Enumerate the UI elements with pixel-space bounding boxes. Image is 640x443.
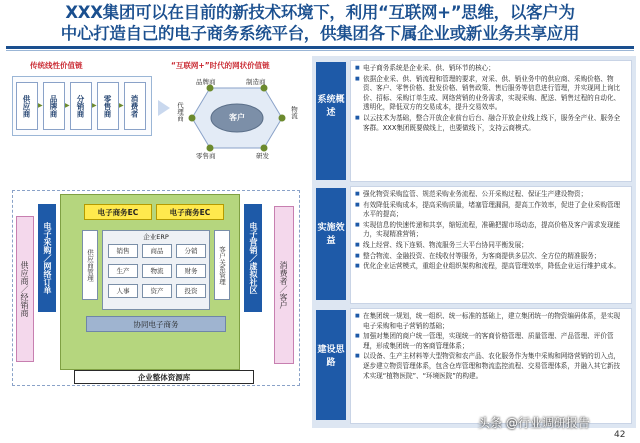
title-divider — [6, 46, 634, 49]
crm-box: 客户关系管理 — [214, 230, 230, 300]
erp-cell: 资产 — [142, 284, 172, 298]
architecture-diagram — [8, 186, 304, 396]
erp-cell: 分销 — [176, 244, 206, 258]
section-label-approach: 建设思路 — [316, 310, 346, 420]
list-item: ■ 整合物流、金融投资、在线收付等服务，为客商提供多层次、全方位的精准服务； — [355, 252, 626, 262]
erp-cell: 销售 — [108, 244, 138, 258]
erp-cell: 财务 — [176, 264, 206, 278]
traditional-chain-label: 传统线性价值链 — [30, 61, 83, 70]
title-divider-thin — [6, 50, 634, 51]
collab-ecommerce-label: 协同电子商务 — [133, 320, 179, 329]
list-item: ■ 加强对集团的商户统一管理，实现统一的客商价格管理、质量管理、产品管理、评价管理，形成集团统一的客商管理体系； — [355, 332, 626, 351]
list-item: ■ 强化物资采购监管、规范采购业务流程、公开采购过程、保证生产建设物资； — [355, 190, 626, 200]
traditional-chain-node: 供应商 — [16, 82, 38, 130]
page-number: 42 — [614, 430, 626, 440]
chain-arrow-icon: ▶ — [92, 102, 97, 109]
network-node-manufacturer: 制造商 — [246, 78, 266, 86]
traditional-chain-node: 零售商 — [97, 82, 119, 130]
network-node-rnd: 研发 — [256, 152, 269, 160]
ec-left-label: 电子商务EC — [97, 208, 139, 217]
right-outer-customers: 消费者／客户 — [274, 206, 294, 364]
ec-right-label: 电子商务EC — [169, 208, 211, 217]
watermark: 头条 @行业调研报告 — [478, 416, 590, 430]
erp-cell: 商品 — [142, 244, 172, 258]
network-node-retailer: 零售商 — [196, 152, 216, 160]
title-line-1: XXX集团可以在目前的新技术环境下，利用“互联网+”思维，以客户为 — [65, 3, 575, 22]
network-node-agent: 代理商 — [176, 102, 184, 122]
erp-cell: 投资 — [176, 284, 206, 298]
list-item: ■ 优化企业运营模式，重组企业组织架构和流程，提高管理效率，降低企业运行维护成本。 — [355, 262, 626, 272]
approach-bullets — [355, 312, 626, 381]
chain-arrow-icon: ▶ — [38, 102, 43, 109]
title-line-2: 中心打造自己的电子商务系统平台，供集团各下属企业或新业务共享应用 — [60, 24, 580, 43]
chain-arrow-icon: ▶ — [119, 102, 124, 109]
benefits-bullets — [355, 190, 626, 272]
network-dot — [189, 115, 196, 122]
section-panel-overview — [350, 60, 632, 182]
erp-cell: 物流 — [142, 264, 172, 278]
value-chain-area — [8, 56, 304, 166]
erp-cell: 生产 — [108, 264, 138, 278]
customer-center-label: 客户 — [229, 113, 245, 122]
resource-base-label: 企业整体资源库 — [137, 373, 191, 382]
network-chain-label: “互联网+”时代的网状价值链 — [171, 61, 270, 70]
section-label-benefits: 实施效益 — [316, 188, 346, 300]
left-inner-e-procurement: 电子采购／网络订单 — [38, 204, 56, 312]
erp-title: 企业ERP — [143, 233, 169, 241]
traditional-chain-node: 品牌商 — [43, 82, 65, 130]
network-dot — [279, 115, 286, 122]
chain-arrow-icon: ▶ — [65, 102, 70, 109]
network-node-logistics: 物流 — [290, 106, 298, 119]
supplier-management: 供应商管理 — [82, 230, 98, 300]
list-item: ■ 线上经营、线下连锁、物流服务三大平台协同平衡发展； — [355, 241, 626, 251]
left-outer-suppliers: 供应商／经销商 — [16, 216, 34, 362]
list-item: ■ 电子商务系统是企业采、供、销环节的核心； — [355, 64, 626, 74]
overview-bullets — [355, 64, 626, 133]
list-item: ■ 依据企业采、供、销流程和管理的要求，对采、供、销业务中的供应商、采购价格、物资、客户、零售价格、批发价格、销售政策、售后服务等信息进行管理，并实现网上询比价、招标、采购订单生成、网络营销的业务需求，实现采购、配送、销售过程的自动化、透明化，降低双方的交易成本，提升交易效率。 — [355, 75, 626, 113]
list-item: ■ 在集团统一规划，统一组织、统一标准的基础上，建立集团统一的物资编码体系，是实现电子采购和电子营销的基础； — [355, 312, 626, 331]
list-item: ■ 实现信息的快速传递和共享，缩短流程，准确把握市场动态，提高价格及客户需求发现能力，实现精准营销； — [355, 221, 626, 240]
list-item: ■ 以设备、生产主材料等大型物资和农产品、农化服务作为集中采购和网络营销的切入点，逐步建立物资管理体系，包含仓库管理和物流监控流程、交易管理体系，并融入其它新技术实现“植物医院”、“环境医院”的构建。 — [355, 352, 626, 381]
page-title — [8, 2, 632, 44]
section-label-overview: 系统概述 — [316, 62, 346, 180]
traditional-chain-node: 分销商 — [70, 82, 92, 130]
chain-transition-arrow — [158, 100, 170, 116]
section-panel-approach — [350, 308, 632, 424]
right-inner-e-marketing: 电子营销／虚拟社区 — [244, 204, 262, 312]
list-item: ■ 以云技术为基础，整合开放企业前台后台、融合开放企业线上线下，服务全产业、服务全客群。XXX集团既要做线上，也要做线下，支持云商模式。 — [355, 114, 626, 133]
section-panel-benefits — [350, 186, 632, 304]
erp-cell: 人事 — [108, 284, 138, 298]
network-node-brand: 品牌商 — [196, 78, 216, 86]
list-item: ■ 有效降低采购成本，提高采购质量，堵塞管理漏洞，提高工作效率，促进了企业采购管理水平的提高； — [355, 201, 626, 220]
traditional-chain-node: 消费者 — [124, 82, 146, 130]
